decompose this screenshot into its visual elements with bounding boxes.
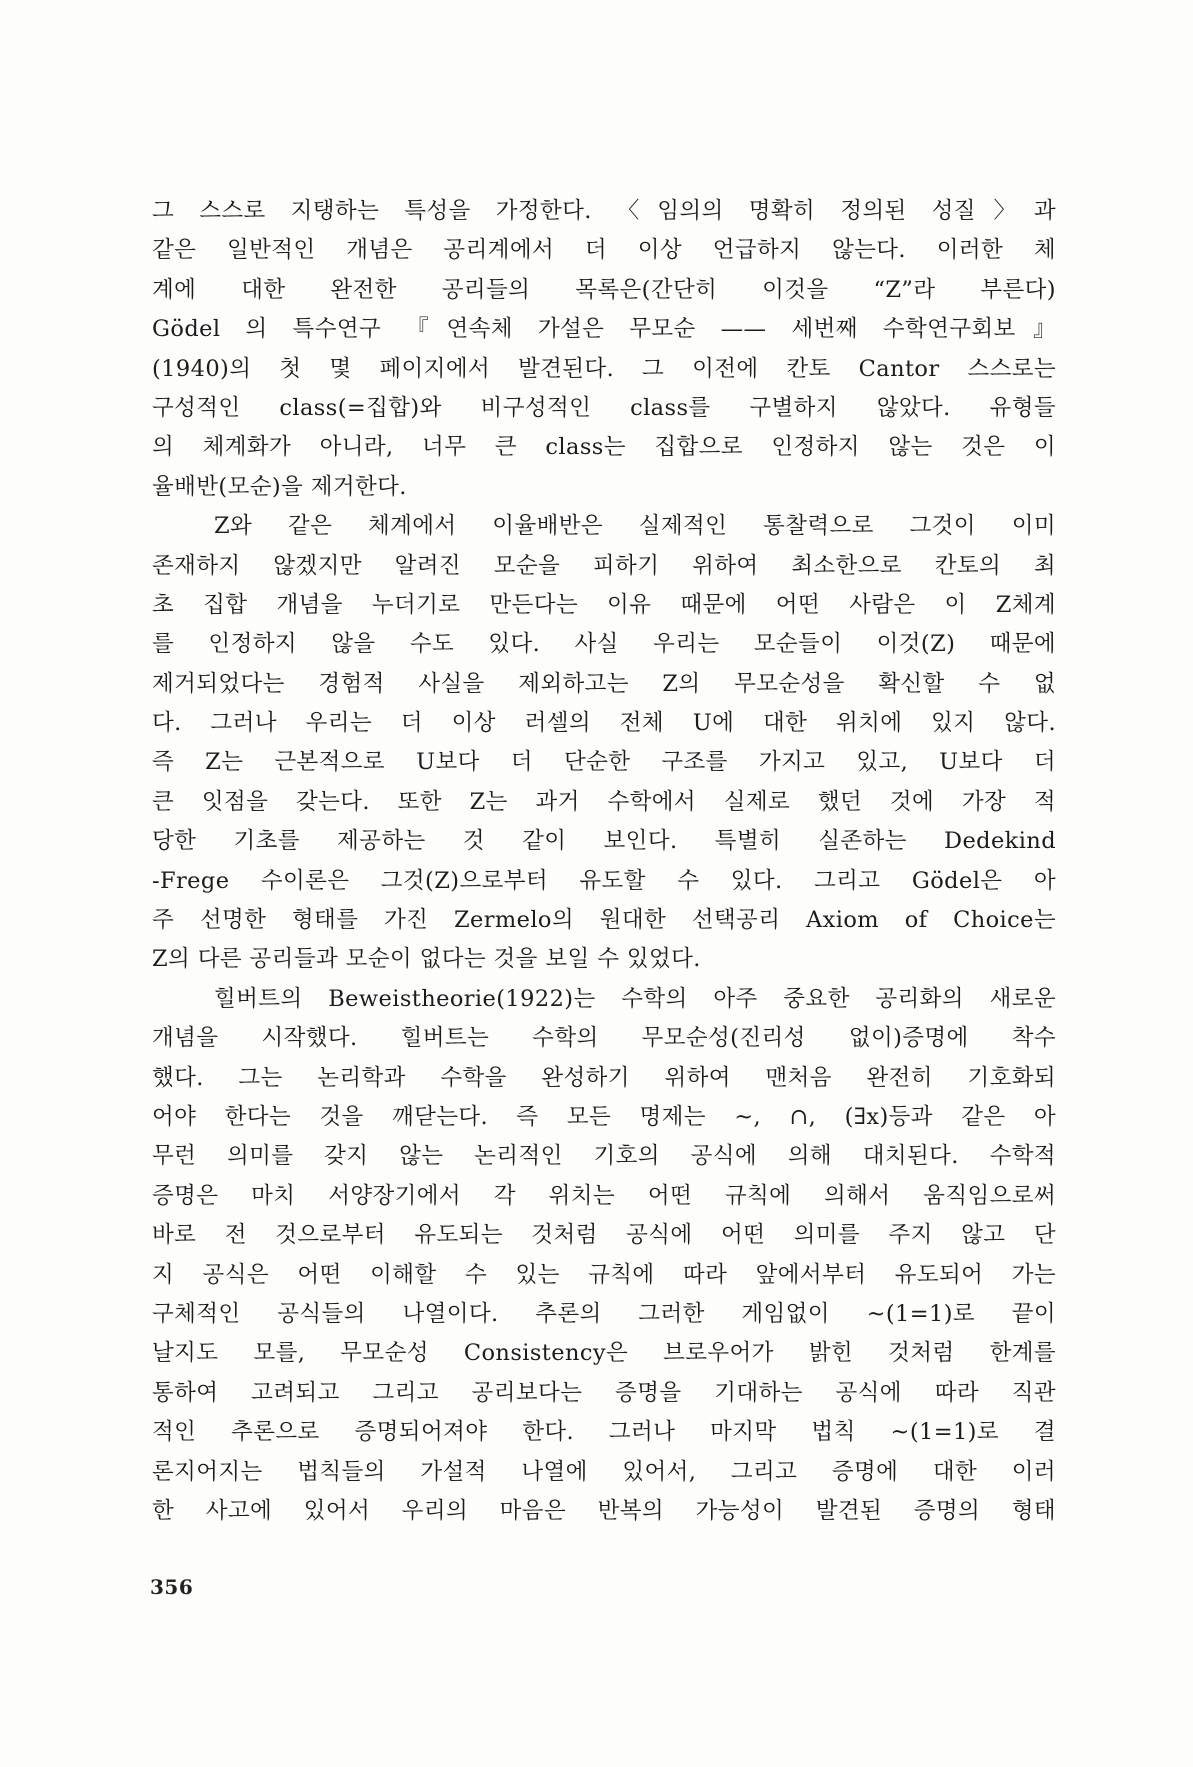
text-line: 다. 그러나 우리는 더 이상 러셀의 전체 U에 대한 위치에 있지 않다. <box>152 710 1056 737</box>
text-line: 한 사고에 있어서 우리의 마음은 반복의 가능성이 발견된 증명의 형태 <box>152 1497 1056 1524</box>
text-line: 지 공식은 어떤 이해할 수 있는 규칙에 따라 앞에서부터 유도되어 가는 <box>152 1261 1056 1288</box>
text-line: 어야 한다는 것을 깨닫는다. 즉 모든 명제는 ~, ∩, (∃x)등과 같은 아 <box>152 1103 1056 1130</box>
text-line: 구성적인 class(=집합)와 비구성적인 class를 구별하지 않았다. 유형들 <box>152 394 1056 421</box>
text-line: 제거되었다는 경험적 사실을 제외하고는 Z의 무모순성을 확신할 수 없 <box>152 670 1056 697</box>
text-line: 날지도 모를, 무모순성 Consistency은 브로우어가 밝힌 것처럼 한계를 <box>152 1340 1056 1367</box>
text-line: 했다. 그는 논리학과 수학을 완성하기 위하여 맨처음 완전히 기호화되 <box>152 1064 1056 1091</box>
text-line: 개념을 시작했다. 힐버트는 수학의 무모순성(진리성 없이)증명에 착수 <box>152 1025 1056 1052</box>
body-text <box>152 192 1056 1531</box>
text-line: Z와 같은 체계에서 이율배반은 실제적인 통찰력으로 그것이 이미 <box>214 513 1056 540</box>
text-line: 그 스스로 지탱하는 특성을 가정한다. 〈임의의 명확히 정의된 성질〉과 <box>152 198 1056 224</box>
text-line: 바로 전 것으로부터 유도되는 것처럼 공식에 어떤 의미를 주지 않고 단 <box>152 1222 1056 1249</box>
text-line: 즉 Z는 근본적으로 U보다 더 단순한 구조를 가지고 있고, U보다 더 <box>152 749 1056 776</box>
text-line: 초 집합 개념을 누더기로 만든다는 이유 때문에 어떤 사람은 이 Z체계 <box>152 591 1056 618</box>
text-line: 증명은 마치 서양장기에서 각 위치는 어떤 규칙에 의해서 움직임으로써 <box>152 1182 1056 1209</box>
text-line: Z의 다른 공리들과 모순이 없다는 것을 보일 수 있었다. <box>152 946 701 973</box>
text-line: 통하여 고려되고 그리고 공리보다는 증명을 기대하는 공식에 따라 직관 <box>152 1379 1056 1406</box>
text-line: 존재하지 않겠지만 알려진 모순을 피하기 위하여 최소한으로 칸토의 최 <box>152 552 1056 579</box>
text-line: 같은 일반적인 개념은 공리계에서 더 이상 언급하지 않는다. 이러한 체 <box>152 237 1056 264</box>
text-line: 적인 추론으로 증명되어져야 한다. 그러나 마지막 법칙 ~(1=1)로 결 <box>152 1419 1056 1446</box>
text-line: 를 인정하지 않을 수도 있다. 사실 우리는 모순들이 이것(Z) 때문에 <box>152 631 1056 658</box>
text-line: 구체적인 공식들의 나열이다. 추론의 그러한 게임없이 ~(1=1)로 끝이 <box>152 1300 1056 1327</box>
text-line: 론지어지는 법칙들의 가설적 나열에 있어서, 그리고 증명에 대한 이러 <box>152 1458 1056 1485</box>
text-line: Gödel 의 특수연구 『연속체 가설은 무모순 —— 세번째 수학연구회보』 <box>152 316 1056 343</box>
text-line: 힐버트의 Beweistheorie(1922)는 수학의 아주 중요한 공리화의 새로운 <box>214 985 1056 1012</box>
text-line: 계에 대한 완전한 공리들의 목록은(간단히 이것을 “Z”라 부른다) <box>152 276 1056 303</box>
text-line: 큰 잇점을 갖는다. 또한 Z는 과거 수학에서 실제로 했던 것에 가장 적 <box>152 788 1056 815</box>
text-line: (1940)의 첫 몇 페이지에서 발견된다. 그 이전에 칸토 Cantor 스스로는 <box>152 355 1056 382</box>
text-line: 당한 기초를 제공하는 것 같이 보인다. 특별히 실존하는 Dedekind <box>152 828 1056 855</box>
page-number: 356 <box>150 1575 194 1599</box>
text-line: 무런 의미를 갖지 않는 논리적인 기호의 공식에 의해 대치된다. 수학적 <box>152 1143 1056 1170</box>
text-line: 율배반(모순)을 제거한다. <box>152 473 407 500</box>
text-line: 의 체계화가 아니라, 너무 큰 class는 집합으로 인정하지 않는 것은 이 <box>152 434 1056 461</box>
text-line: 주 선명한 형태를 가진 Zermelo의 원대한 선택공리 Axiom of Choice는 <box>152 907 1056 934</box>
text-line: -Frege 수이론은 그것(Z)으로부터 유도할 수 있다. 그리고 Gödel은 아 <box>152 867 1056 894</box>
